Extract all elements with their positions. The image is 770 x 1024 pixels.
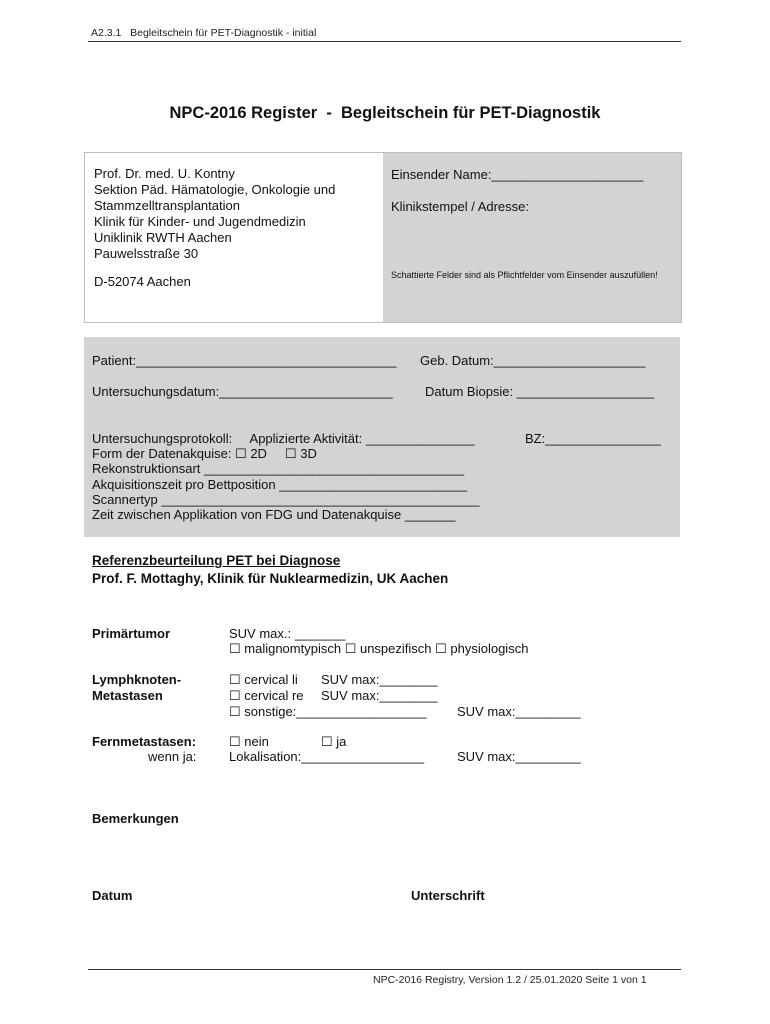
document-reference: A2.3.1 Begleitschein für PET-Diagnostik - initial — [91, 27, 317, 39]
reconstruction-field[interactable]: Rekonstruktionsart ____________________________________ — [92, 461, 465, 476]
patient-data-box — [84, 337, 680, 537]
cervical-left-suv-field[interactable]: SUV max:________ — [321, 672, 438, 687]
localization-field[interactable]: Lokalisation:_________________ — [229, 749, 425, 764]
recipient-address — [85, 153, 383, 322]
page-title: NPC-2016 Register - Begleitschein für PET-Diagnostik — [169, 104, 601, 122]
biopsy-date-field[interactable]: Datum Biopsie: ___________________ — [425, 384, 655, 399]
distant-no-checkbox[interactable]: ☐ nein — [229, 734, 269, 749]
sender-name-field[interactable]: Einsender Name:_____________________ — [391, 167, 644, 182]
section-title: Referenzbeurteilung PET bei Diagnose — [92, 553, 341, 568]
mandatory-fields-note: Schattierte Felder sind als Pflichtfelder vom Einsender auszufüllen! — [391, 270, 658, 280]
address-line: Sektion Päd. Hämatologie, Onkologie und — [94, 182, 336, 197]
section-subtitle: Prof. F. Mottaghy, Klinik für Nuklearmedizin, UK Aachen — [92, 571, 449, 586]
primary-suv-field[interactable]: SUV max.: _______ — [229, 626, 346, 641]
birthdate-field[interactable]: Geb. Datum:_____________________ — [420, 353, 646, 368]
patient-field[interactable]: Patient:____________________________________ — [92, 353, 397, 368]
sender-fields — [383, 153, 681, 322]
page-footer: NPC-2016 Registry, Version 1.2 / 25.01.2020 Seite 1 von 1 — [373, 974, 647, 986]
address-line: Pauwelsstraße 30 — [94, 246, 199, 261]
scanner-type-field[interactable]: Scannertyp ____________________________________________ — [92, 492, 480, 507]
date-label: Datum — [92, 888, 133, 903]
address-line: Uniklinik RWTH Aachen — [94, 230, 232, 245]
other-lymph-suv-field[interactable]: SUV max:_________ — [457, 704, 581, 719]
address-sender-box — [84, 152, 682, 323]
address-line: Stammzelltransplantation — [94, 198, 240, 213]
address-line: Prof. Dr. med. U. Kontny — [94, 166, 235, 181]
remarks-label: Bemerkungen — [92, 811, 179, 826]
clinic-stamp-field[interactable]: Klinikstempel / Adresse: — [391, 199, 530, 214]
footer-rule — [88, 969, 681, 970]
distant-suv-field[interactable]: SUV max:_________ — [457, 749, 581, 764]
signature-label: Unterschrift — [411, 888, 485, 903]
cervical-left-checkbox[interactable]: ☐ cervical li — [229, 672, 298, 687]
bz-field[interactable]: BZ:________________ — [525, 431, 661, 446]
protocol-activity-field[interactable]: Untersuchungsprotokoll: Applizierte Aktivität: _______________ — [92, 431, 475, 446]
exam-date-field[interactable]: Untersuchungsdatum:________________________ — [92, 384, 393, 399]
fdg-interval-field[interactable]: Zeit zwischen Applikation von FDG und Datenakquise _______ — [92, 507, 456, 522]
distant-yes-checkbox[interactable]: ☐ ja — [321, 734, 347, 749]
acquisition-form-field[interactable]: Form der Datenakquise: ☐ 2D ☐ 3D — [92, 446, 317, 461]
primary-tumor-label: Primärtumor — [92, 626, 171, 641]
header-rule — [88, 41, 681, 42]
lymph-label-2: Metastasen — [92, 688, 163, 703]
address-city: D-52074 Aachen — [94, 274, 191, 289]
cervical-right-suv-field[interactable]: SUV max:________ — [321, 688, 438, 703]
cervical-right-checkbox[interactable]: ☐ cervical re — [229, 688, 304, 703]
other-lymph-field[interactable]: ☐ sonstige:__________________ — [229, 704, 427, 719]
distant-metastases-label: Fernmetastasen: — [92, 734, 197, 749]
lymph-label: Lymphknoten- — [92, 672, 182, 687]
distant-if-yes-label: wenn ja: — [148, 749, 197, 764]
acquisition-time-field[interactable]: Akquisitionszeit pro Bettposition __________________________ — [92, 477, 468, 492]
primary-options-checkboxes[interactable]: ☐ malignomtypisch ☐ unspezifisch ☐ physiologisch — [229, 641, 529, 656]
address-block — [94, 166, 335, 262]
address-line: Klinik für Kinder- und Jugendmedizin — [94, 214, 306, 229]
